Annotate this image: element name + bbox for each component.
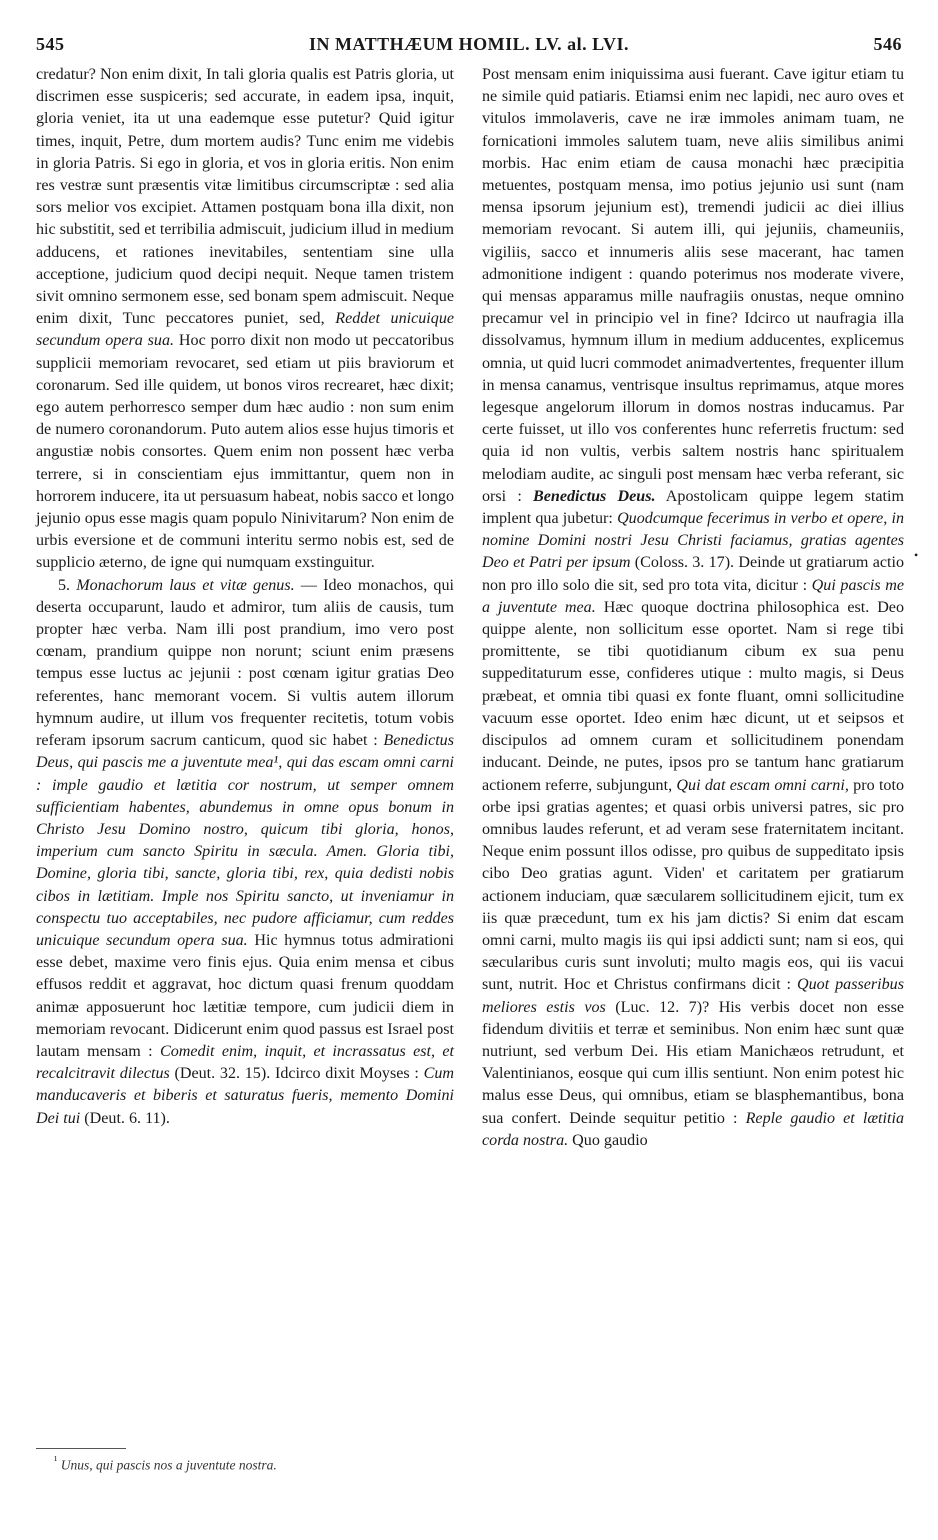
section-heading: Monachorum laus et vitæ genus. bbox=[76, 576, 295, 594]
section-number: 5. bbox=[58, 576, 71, 594]
scripture-reference: (Luc. 12. 7)? bbox=[615, 998, 710, 1016]
footnote bbox=[54, 1452, 454, 1475]
hymn-quote: Benedictus Deus, qui pascis me a juventute mea¹, qui das escam omni carni : imple gaudio et lætitia cor nostrum, ut semper omnem sufficientiam habentes, abundemus in omne opus bonum in Christo Jesu Domino nostro, quicum tibi gloria, honos, imperium cum sancto Spiritu in sæcula. Amen. Gloria tibi, Domine, gloria tibi, sancte, gloria tibi, rex, quia dedisti nobis cibos in lætitiam. Imple nos Spiritu sancto, ut inveniamur in conspectu tuo acceptabiles, nec pudore afficiamur, cum reddes unicuique secundum opera sua. bbox=[36, 732, 454, 949]
scripture-quote: Benedictus Deus. bbox=[532, 487, 656, 505]
page-number-left: 545 bbox=[36, 34, 65, 54]
scripture-reference: (Coloss. 3. 17). bbox=[634, 554, 735, 572]
scripture-quote: Reddet unicuique secundum opera sua. bbox=[36, 310, 455, 350]
scripture-reference: (Deut. 32. 15). bbox=[174, 1065, 271, 1083]
paragraph-right: Post mensam enim iniquissima ausi fuerant. Cave igitur etiam tu ne simile quid patiaris. Etiamsi enim nec lapidi, nec auro oves et vitulos immolaveris, cave ne iræ immoles animam tuam, ne fornicationi immoles salutem tuam, neve aliis similibus animi morbis. Hac enim etiam de causa monachi hæc præcipitia metuentes, postquam mensa, imo potius jejunio usi sunt (nam mensa ipsorum jejunium est), tremendi judicii ac diei illius memoriam revocant. Si autem illi, qui jejuniis, chameuniis, vigiliis, sacco et innumeris aliis sese macerant, hac tamen admonitione indigent : quando poterimus nos moderate vivere, qui mensas apparamus mille naufragiis onustas, neque omnino precamur vel in principio vel in fine? Idcirco ut naufragia illa dissolvamus, hymnum illum in medium adducentes, explicemus omnia, ut quid lucri commodet animadvertentes, frequenter illum in mensa canamus, ventrisque insultus reprimamus, atque mores legesque angelorum illorum in domos nostras inducamus. Par certe fuisset, ut illo vos conferentes hunc referretis fructum: sed quia id non vultis, verbis saltem nostris hanc spiritualem melodiam audite, ac singuli post mensam hæc verba referant, sic orsi : Benedictus Deus. Apostolicam quippe legem statim implent qua jubetur: Quodcumque fecerimus in verbo et opere, in nomine Domini nostri Jesu Christi faciamus, gratias agentes Deo et Patri per ipsum (Coloss. 3. 17). Deinde ut gratiarum actio non pro illo solo die sit, sed pro tota vita, dicitur : Qui pascis me a juventute mea. Hæc quoque doctrina philosophica est. Deo quippe alente, non sollicitum esse oportet. Nam si rege tibi promittente, se tibi quotidianum cibum ex sua penu suppeditaturum esse, confideres utique : multo magis, si Deus præbeat, et omnia tibi quasi ex fonte fluant, omni sollicitudine vacuum esse oportet. Ideo enim hæc dicunt, ut et seipsos et discipulos ad omnem curam et sollicitudinem ponendam inducant. Deinde, ne putes, ipsos pro se tantum hanc gratiarum actionem referre, subjungunt, Qui dat escam omni carni, pro toto orbe ipsi gratias agentes; et quasi orbis universi patres, sic pro omnibus laudes referunt, et ad veram sese fraternitatem incitant. Neque enim possunt illos odisse, pro quibus de suppeditato ipsis cibo Deo gratias agunt. Viden' et caritatem per gratiarum actionem induciam, quæ sæcularem sollicitudinem ejicit, tum ex iis quæ præcedunt, tum ex his jam dictis? Si enim dat escam omni carni, multo magis iis qui ipsi addicti sunt; nam si eos, qui sæcularibus curis sunt involuti; multo magis eos, qui iis vacui sunt, nutrit. Hoc et Christus confirmans dicit : Quot passeribus meliores estis vos (Luc. 12. 7)? His verbis docet non esse fidendum divitiis et terræ et seminibus. Non enim hæc sunt quæ nutriunt, sed verbum Dei. His etiam Manichæos retrudunt, et Valentinianos, eosque qui cum illis sentiunt. Non enim potest hic malus esse Deus, qui omnibus, etiam se blasphemantibus, bona sua confert. Deinde sequitur petitio : Reple gaudio et lætitia corda nostra. Quo gaudio bbox=[482, 66, 905, 1149]
scripture-quote: Comedit enim, inquit, et incrassatus est, et recalcitravit dilectus bbox=[36, 1042, 454, 1083]
footnote-text: Unus, qui pascis nos a juventute nostra. bbox=[60, 1457, 277, 1473]
scripture-quote: Quodcumque fecerimus in verbo et opere, in nomine Domini nostri Jesu Christi faciamus, gratias agentes Deo et Patri per ipsum bbox=[482, 510, 904, 572]
scripture-quote: Reple gaudio et lætitia corda nostra. bbox=[482, 1109, 904, 1149]
running-header bbox=[36, 34, 902, 58]
right-column bbox=[482, 64, 904, 1152]
scripture-reference: (Deut. 6. 11). bbox=[84, 1109, 170, 1127]
page-number-right: 546 bbox=[873, 34, 902, 54]
scripture-quote: Qui dat escam omni carni, bbox=[676, 776, 849, 794]
footnote-rule bbox=[36, 1448, 126, 1449]
scripture-quote: Quot passeribus meliores estis vos bbox=[482, 976, 904, 1016]
margin-dot: • bbox=[914, 548, 919, 562]
left-column bbox=[36, 64, 454, 1130]
running-title: IN MATTHÆUM HOMIL. LV. al. LVI. bbox=[308, 34, 630, 54]
paragraph-section-5: 5. Monachorum laus et vitæ genus. — Ideo monachos, qui deserta occuparunt, laudo et admiror, tum aliis de causis, tum propter hæc verba. Nam illi post prandium, imo vero post cœnam, prandium quippe non norunt; sciunt enim præsens tempus esse luctus ac jejunii : post cœnam igitur gratias Deo referentes, hanc memorant vocem. Si vultis autem illorum hymnum audire, ut illum vos frequenter recitetis, totum vobis referam ipsorum sacrum canticum, quod sic habet : Benedictus Deus, qui pascis me a juventute mea¹, qui das escam omni carni : imple gaudio et lætitia cor nostrum, ut semper omnem sufficientiam habentes, abundemus in omne opus bonum in Christo Jesu Domino nostro, quicum tibi gloria, honos, imperium cum sancto Spiritu in sæcula. Amen. Gloria tibi, Domine, gloria tibi, sancte, gloria tibi, rex, quia dedisti nobis cibos in lætitiam. Imple nos Spiritu sancto, ut inveniamur in conspectu tuo acceptabiles, nec pudore afficiamur, cum reddes unicuique secundum opera sua. Hic hymnus totus admirationi esse debet, maxime vero finis ejus. Quia enim mensa et cibus effusos reddit et aggravat, hoc dictum quasi frenum quoddam animæ apposuerunt hoc lætitiæ tempore, cum judicii diem in memoriam revocant. Didicerunt enim quod passus est Israel post lautam mensam : Comedit enim, inquit, et incrassatus est, et recalcitravit dilectus (Deut. 32. 15). Idcirco dixit Moyses : Cum manducaveris et biberis et saturatus fueris, memento Domini Dei tui (Deut. 6. 11). bbox=[36, 576, 454, 1127]
scripture-quote: Cum manducaveris et biberis et saturatus fueris, memento Domini Dei tui bbox=[36, 1065, 454, 1127]
scripture-quote: Qui pascis me a juventute mea. bbox=[482, 576, 904, 616]
paragraph-continuation: credatur? Non enim dixit, In tali gloria qualis est Patris gloria, ut discrimen esse suspiceris; sed accurate, in eadem ipsa, inquit, gloria veniet, ita ut una eademque esse putetur? Quid igitur times, inquit, Petre, dum mortem audis? Tunc enim me videbis in gloria Patris. Si ego in gloria, et vos in gloria eritis. Non enim res vestræ sunt præsentis vitæ limitibus circumscriptæ : sed alia sors melior vos excipiet. Attamen postquam bona illa dixit, non hic substitit, sed et terribilia admiscuit, judicium illud in medium adducens, et rationes inevitabiles, sententiam sine ulla acceptione, judicium quod decipi nequit. Neque tamen tristem sivit omnino sermonem esse, sed bonam spem admiscuit. Neque enim dixit, Tunc peccatores puniet, sed, Reddet unicuique secundum opera sua. Hoc porro dixit non modo ut peccatoribus supplicii memoriam revocaret, sed etiam ut piis braviorum et coronarum. Sed ille quidem, ut bonos viros recrearet, hæc dixit; ego autem perhorresco semper dum hæc audio : non sum enim de numero coronandorum. Puto autem alios esse hujus timoris et angustiæ nobis consortes. Quem enim non possent hæc verba terrere, si in conscientiam ejus immittantur, quem non in horrorem inducere, ita ut persuasum habeat, nobis sacco et longo jejunio opus esse magis quam populo Ninivitarum? Non enim de urbis eversione et de communi interitu sermo nobis est, sed de supplicio æterno, de igne qui numquam exstinguitur. bbox=[36, 66, 455, 572]
footnote-mark: ¹ bbox=[54, 1455, 58, 1467]
